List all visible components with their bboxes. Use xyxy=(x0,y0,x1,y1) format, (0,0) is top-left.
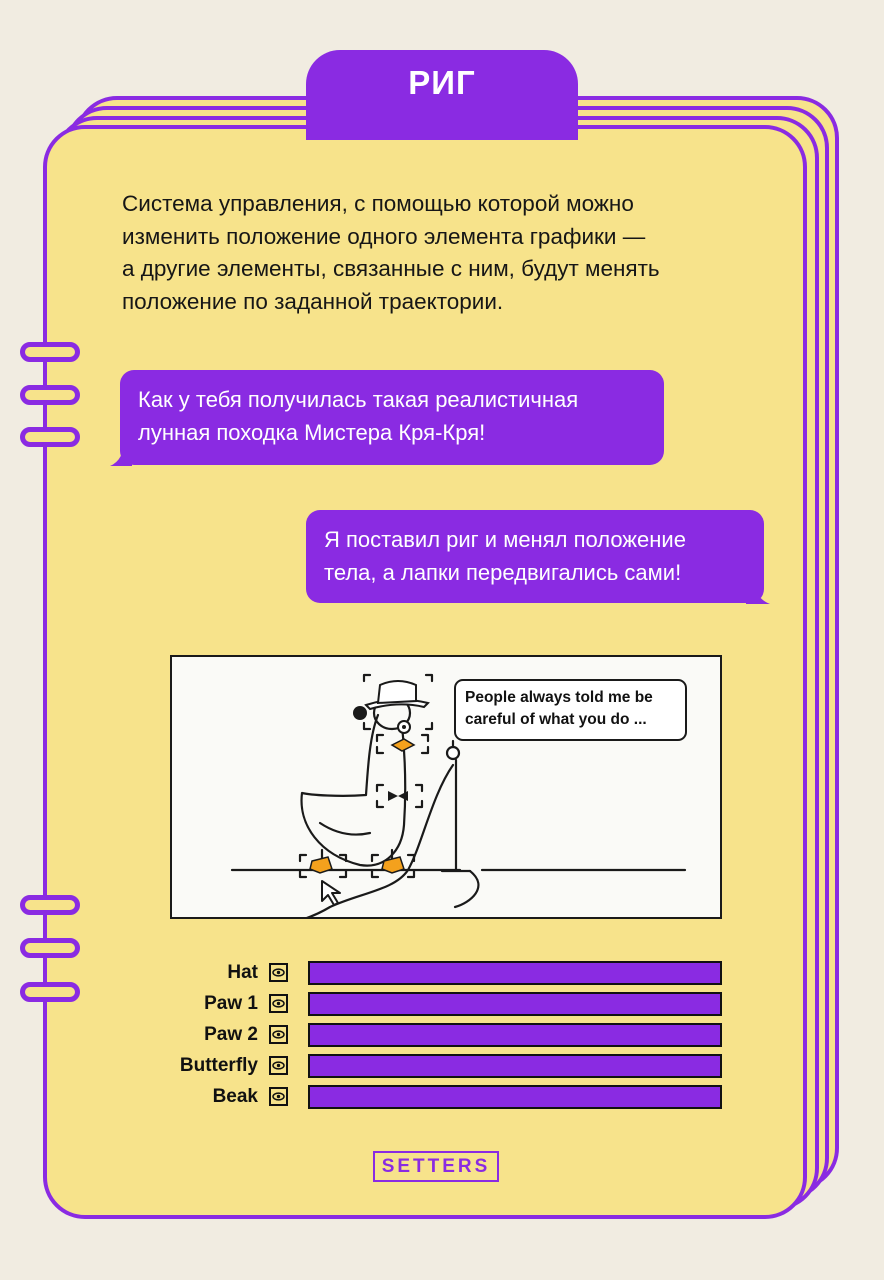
definition-line: положение по заданной траектории. xyxy=(122,288,504,314)
speech-bubble xyxy=(454,679,687,741)
layer-label: Hat xyxy=(227,962,258,983)
eye-icon[interactable] xyxy=(269,1087,288,1106)
speech-line: People always told me be xyxy=(465,689,653,706)
eye-icon[interactable] xyxy=(269,1025,288,1044)
speech-line: careful of what you do ... xyxy=(465,711,647,728)
definition-line: а другие элементы, связанные с ним, будут менять xyxy=(122,256,660,281)
layer-row-paw-1[interactable] xyxy=(150,992,722,1018)
layer-label: Beak xyxy=(212,1086,258,1107)
layer-label: Paw 1 xyxy=(204,993,258,1014)
layer-track-bar[interactable] xyxy=(308,1085,722,1109)
binder-ring xyxy=(20,427,80,447)
binder-ring xyxy=(20,982,80,1002)
eye-icon[interactable] xyxy=(269,994,288,1013)
layer-row-butterfly[interactable] xyxy=(150,1054,722,1080)
definition-line: изменить положение одного элемента графики — xyxy=(122,223,646,249)
chat-line: тела, а лапки передвигались сами! xyxy=(324,560,682,585)
binder-ring xyxy=(20,385,80,405)
layer-track-bar[interactable] xyxy=(308,1054,722,1078)
layer-track-bar[interactable] xyxy=(308,992,722,1016)
layer-row-paw-2[interactable] xyxy=(150,1023,722,1049)
chat-bubble-answer xyxy=(306,510,764,603)
definition-text xyxy=(122,188,762,318)
binder-ring xyxy=(20,342,80,362)
layer-row-beak[interactable] xyxy=(150,1085,722,1111)
page-title: РИГ xyxy=(408,64,476,101)
layer-label: Butterfly xyxy=(179,1055,258,1076)
eye-icon[interactable] xyxy=(269,963,288,982)
binder-ring xyxy=(20,938,80,958)
chat-bubble-question xyxy=(120,370,664,465)
layer-row-hat[interactable] xyxy=(150,961,722,987)
chat-line: лунная походка Мистера Кря-Кря! xyxy=(138,420,486,445)
layer-track-bar[interactable] xyxy=(308,961,722,985)
brand-logo: SETTERS xyxy=(373,1151,499,1182)
binder-ring xyxy=(20,895,80,915)
chat-line: Я поставил риг и менял положение xyxy=(324,527,686,552)
layer-label: Paw 2 xyxy=(204,1024,258,1045)
layer-track-bar[interactable] xyxy=(308,1023,722,1047)
eye-icon[interactable] xyxy=(269,1056,288,1075)
chat-line: Как у тебя получилась такая реалистичная xyxy=(138,387,579,412)
definition-line: Система управления, с помощью которой можно xyxy=(122,191,634,216)
